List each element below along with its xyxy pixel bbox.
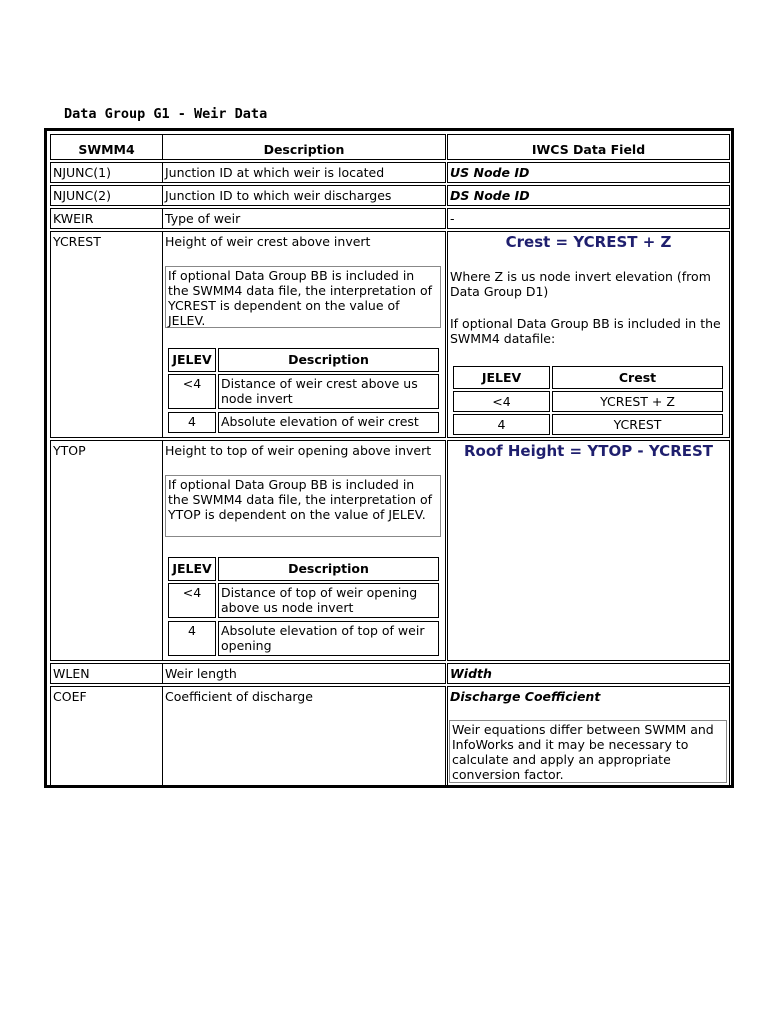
ytop-sub-row-1-desc: Distance of top of weir opening above us node invert (218, 583, 439, 618)
ycrest-sub-header-jelev: JELEV (168, 348, 216, 372)
row-wlen-description: Weir length (162, 663, 446, 684)
row-coef-description: Coefficient of discharge (162, 686, 446, 786)
ycrest-sub-row-1-jelev: <4 (168, 374, 216, 409)
row-njunc1-swmm4: NJUNC(1) (50, 162, 163, 183)
row-coef-swmm4: COEF (50, 686, 163, 786)
page-title: Data Group G1 - Weir Data (64, 106, 268, 122)
ytop-sub-header-desc: Description (218, 557, 439, 581)
ycrest-crest-formula: Crest = YCREST + Z (505, 233, 672, 251)
row-kweir-swmm4: KWEIR (50, 208, 163, 229)
ycrest-sub-row-2-desc: Absolute elevation of weir crest (218, 412, 439, 433)
ycrest-iwcs-sub-header-crest: Crest (552, 366, 723, 389)
row-wlen-swmm4: WLEN (50, 663, 163, 684)
ycrest-sub-header-desc: Description (218, 348, 439, 372)
row-coef-iwcs-cell (447, 686, 730, 786)
ytop-sub-row-2-jelev: 4 (168, 621, 216, 656)
ycrest-sub-row-1-desc: Distance of weir crest above us node invert (218, 374, 439, 409)
ycrest-note: If optional Data Group BB is included in the SWMM4 data file, the interpretation of YCREST is dependent on the value of JELEV. (165, 266, 441, 328)
ycrest-sub-row-2-jelev: 4 (168, 412, 216, 433)
ytop-sub-row-1-jelev: <4 (168, 583, 216, 618)
row-kweir-description: Type of weir (162, 208, 446, 229)
ycrest-iwcs-text2: If optional Data Group BB is included in the SWMM4 datafile: (450, 316, 721, 346)
ycrest-iwcs-sub-header-jelev: JELEV (453, 366, 550, 389)
ycrest-iwcs-sub-row-1-jelev: <4 (453, 391, 550, 412)
row-njunc2-description: Junction ID to which weir discharges (162, 185, 446, 206)
ycrest-iwcs-text1: Where Z is us node invert elevation (from Data Group D1) (450, 269, 711, 299)
header-iwcs: IWCS Data Field (447, 134, 730, 160)
coef-conversion-note: Weir equations differ between SWMM and InfoWorks and it may be necessary to calculate and apply an appropriate conversion factor. (449, 720, 727, 783)
row-coef-iwcs: Discharge Coefficient (450, 689, 601, 704)
ycrest-iwcs-sub-row-2-jelev: 4 (453, 414, 550, 435)
ytop-sub-header-jelev: JELEV (168, 557, 216, 581)
row-njunc1-description: Junction ID at which weir is located (162, 162, 446, 183)
row-njunc2-iwcs: DS Node ID (447, 185, 730, 206)
row-njunc1-iwcs: US Node ID (447, 162, 730, 183)
row-ycrest-iwcs-cell (447, 231, 730, 438)
ycrest-iwcs-sub-row-1-crest: YCREST + Z (552, 391, 723, 412)
row-kweir-iwcs: - (447, 208, 730, 229)
ytop-roof-height-formula: Roof Height = YTOP - YCREST (463, 442, 714, 460)
row-ytop-description: Height to top of weir opening above invert (165, 443, 432, 458)
ytop-sub-row-2-desc: Absolute elevation of top of weir opening (218, 621, 439, 656)
row-ycrest-swmm4: YCREST (50, 231, 163, 438)
weir-data-table (44, 128, 734, 788)
row-ytop-description-cell (162, 440, 446, 661)
header-description: Description (162, 134, 446, 160)
header-swmm4: SWMM4 (50, 134, 163, 160)
row-ycrest-description: Height of weir crest above invert (165, 234, 371, 249)
row-wlen-iwcs: Width (447, 663, 730, 684)
row-njunc2-swmm4: NJUNC(2) (50, 185, 163, 206)
ytop-note: If optional Data Group BB is included in the SWMM4 data file, the interpretation of YTOP is dependent on the value of JELEV. (165, 475, 441, 537)
row-ytop-iwcs-cell (447, 440, 730, 661)
ycrest-iwcs-sub-row-2-crest: YCREST (552, 414, 723, 435)
row-ytop-swmm4: YTOP (50, 440, 163, 661)
row-ycrest-description-cell (162, 231, 446, 438)
